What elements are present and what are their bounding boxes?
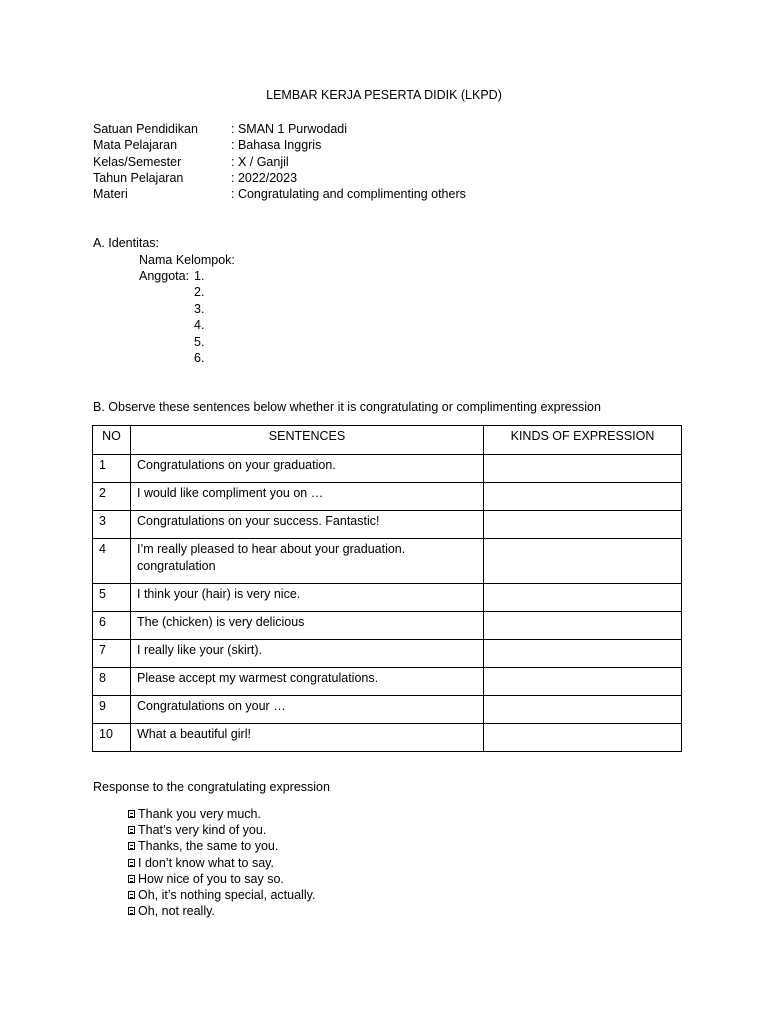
row-number: 4 [93,539,131,584]
row-sentence: I would like compliment you on … [131,483,484,511]
row-kind-answer-cell[interactable] [484,640,682,668]
table-header-row [93,426,682,455]
table-row [93,539,682,584]
info-label: Kelas/Semester [93,154,182,169]
row-kind-answer-cell[interactable] [484,539,682,584]
row-number: 7 [93,640,131,668]
row-number: 3 [93,511,131,539]
info-row-satuan-pendidikan [93,121,466,137]
table-row [93,640,682,668]
row-sentence: Congratulations on your … [131,696,484,724]
row-sentence [131,539,484,584]
row-kind-answer-cell[interactable] [484,668,682,696]
row-kind-answer-cell[interactable] [484,696,682,724]
row-number: 5 [93,584,131,612]
checkbox-icon [128,875,135,883]
info-value: : SMAN 1 Purwodadi [231,122,348,136]
response-list [128,806,315,919]
row-sentence: What a beautiful girl! [131,724,484,752]
response-text: Thank you very much. [138,807,261,821]
info-value: : 2022/2023 [231,170,298,185]
section-a-heading: A. Identitas: [93,236,160,250]
row-sentence: Congratulations on your success. Fantastic! [131,511,484,539]
list-item [128,871,315,887]
header-sentences: SENTENCES [131,426,484,455]
expression-table [92,425,682,752]
section-b-heading: B. Observe these sentences below whether it is congratulating or complimenting expression [93,400,601,414]
response-text: Oh, not really. [138,904,215,919]
row-sentence-line: congratulation [137,559,216,573]
member-list [194,268,204,366]
info-value: : X / Ganjil [231,154,289,169]
row-number: 6 [93,612,131,640]
member-number: 3. [194,301,205,316]
list-item [128,806,315,822]
row-kind-answer-cell[interactable] [484,455,682,483]
info-label: Satuan Pendidikan [93,122,198,136]
table-row [93,455,682,483]
list-item [128,838,315,854]
info-label: Tahun Pelajaran [93,170,184,185]
identity-info-block [93,121,466,202]
checkbox-icon [128,810,135,818]
checkbox-icon [128,826,135,834]
row-kind-answer-cell[interactable] [484,612,682,640]
row-number: 2 [93,483,131,511]
member-number: 5. [194,334,205,349]
list-item [128,822,315,838]
info-value: : Bahasa Inggris [231,138,322,153]
row-kind-answer-cell[interactable] [484,511,682,539]
table-row [93,668,682,696]
row-sentence: Please accept my warmest congratulations. [131,668,484,696]
info-row-kelas-semester [93,154,466,170]
table-row [93,511,682,539]
member-number: 6. [194,350,205,365]
table-row [93,584,682,612]
row-sentence: The (chicken) is very delicious [131,612,484,640]
list-item [128,855,315,871]
row-kind-answer-cell[interactable] [484,584,682,612]
checkbox-icon [128,859,135,867]
row-kind-answer-cell[interactable] [484,724,682,752]
kelompok-label: Nama Kelompok: [139,253,235,267]
member-number: 2. [194,285,205,300]
row-sentence-line: I’m really pleased to hear about your graduation. [137,542,406,556]
list-item [128,887,315,903]
checkbox-icon [128,891,135,899]
member-number: 1. [194,269,205,283]
member-number: 4. [194,318,205,333]
row-sentence: Congratulations on your graduation. [131,455,484,483]
info-row-tahun-pelajaran [93,170,466,186]
row-sentence: I think your (hair) is very nice. [131,584,484,612]
list-item [128,903,315,919]
row-number: 8 [93,668,131,696]
table-row [93,696,682,724]
response-text: I don’t know what to say. [138,855,274,870]
response-text: How nice of you to say so. [138,871,284,886]
response-text: Oh, it’s nothing special, actually. [138,887,316,902]
info-label: Materi [93,187,128,202]
info-row-mata-pelajaran [93,137,466,153]
row-number: 1 [93,455,131,483]
table-row [93,612,682,640]
table-row [93,724,682,752]
header-kinds-of-expression: KINDS OF EXPRESSION [484,426,682,455]
header-no: NO [93,426,131,455]
row-number: 10 [93,724,131,752]
row-number: 9 [93,696,131,724]
response-heading: Response to the congratulating expression [93,780,330,794]
info-label: Mata Pelajaran [93,138,178,153]
page-title: LEMBAR KERJA PESERTA DIDIK (LKPD) [266,88,502,102]
anggota-label: Anggota: [139,269,190,283]
checkbox-icon [128,842,135,850]
response-text: Thanks, the same to you. [138,839,279,854]
info-row-materi [93,186,466,202]
row-kind-answer-cell[interactable] [484,483,682,511]
checkbox-icon [128,907,135,915]
table-row [93,483,682,511]
info-value: : Congratulating and complimenting others [231,187,466,202]
response-text: That’s very kind of you. [138,823,267,838]
row-sentence: I really like your (skirt). [131,640,484,668]
